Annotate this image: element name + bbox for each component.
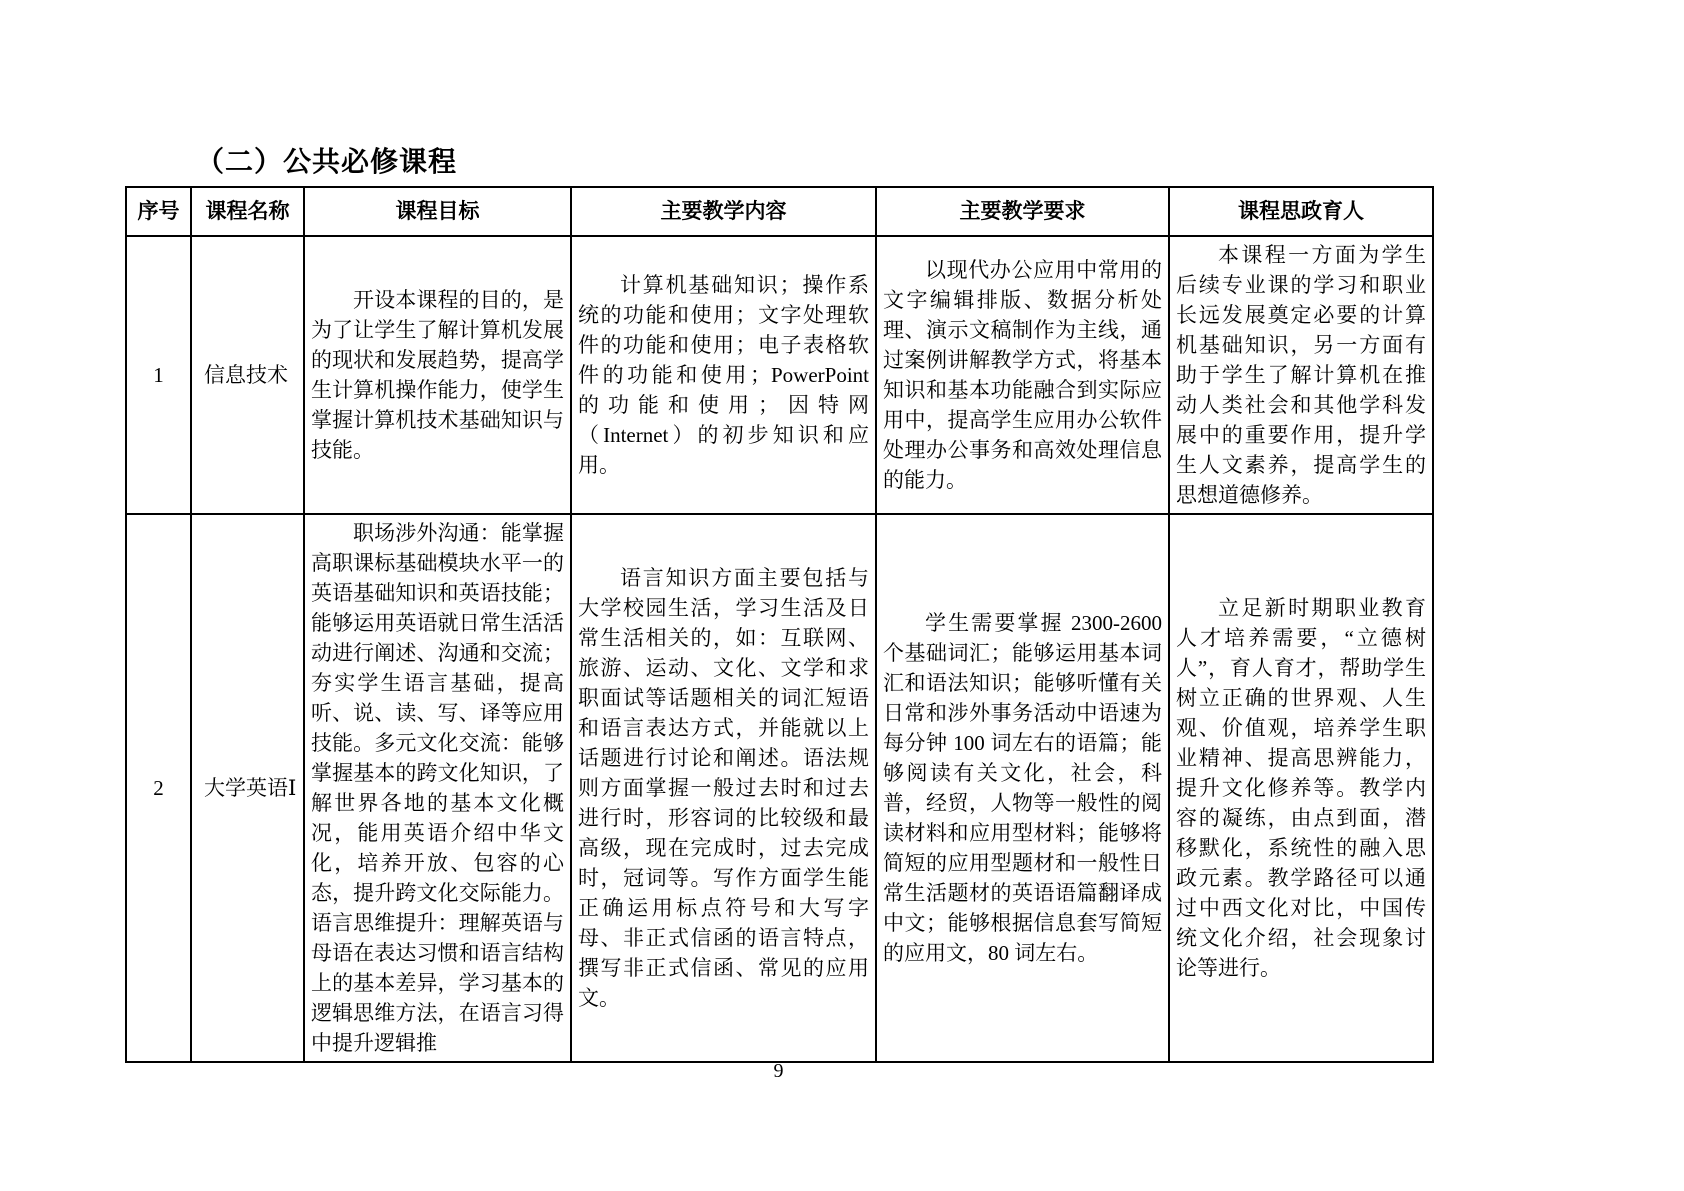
cell-ideology-text: 立足新时期职业教育人才培养需要，“立德树人”，育人育才，帮助学生树立正确的世界观、人生观、价值观，培养学生职业精神、提高思辨能力，提升文化修养等。教学内容的凝练，由点到面，潜移默化，系统性的融入思政元素。教学路径可以通过中西文化对比，中国传统文化介绍，社会现象讨论等进行。 (1176, 596, 1426, 981)
cell-content-text: 语言知识方面主要包括与大学校园生活，学习生活及日常生活相关的，如：互联网、旅游、运动、文化、文学和求职面试等话题相关的词汇短语和语言表达方式，并能就以上话题进行讨论和阐述。语法规则方面掌握一般过去时和过去进行时，形容词的比较级和最高级，现在完成时，过去完成时，冠词等。写作方面学生能正确运用标点符号和大写字母、非正式信函的语言特点，撰写非正式信函、常见的应用文。 (578, 566, 869, 1011)
cell-seq: 1 (126, 236, 191, 514)
cell-ideology-text: 本课程一方面为学生后续专业课的学习和职业长远发展奠定必要的计算机基础知识，另一方面有助于学生了解计算机在推动人类社会和其他学科发展中的重要作用，提升学生人文素养，提高学生的思想道德修养。 (1176, 243, 1426, 508)
cell-content (571, 514, 876, 1062)
cell-seq: 2 (126, 514, 191, 1062)
cell-ideology (1169, 236, 1433, 514)
cell-course-name: 大学英语Ⅰ (191, 514, 304, 1062)
column-header-seq: 序号 (126, 187, 191, 236)
cell-content (571, 236, 876, 514)
cell-objective (304, 236, 571, 514)
cell-course-name: 信息技术 (191, 236, 304, 514)
cell-objective (304, 514, 571, 1062)
column-header-objective: 课程目标 (304, 187, 571, 236)
cell-requirement-text: 以现代办公应用中常用的文字编辑排版、数据分析处理、演示文稿制作为主线，通过案例讲解教学方式，将基本知识和基本功能融合到实际应用中，提高学生应用办公软件处理办公事务和高效处理信息的能力。 (883, 258, 1162, 493)
cell-requirement-text: 学生需要掌握 2300-2600 个基础词汇；能够运用基本词汇和语法知识；能够听懂有关日常和涉外事务活动中语速为每分钟 100 词左右的语篇；能够阅读有关文化，社会，科普，经贸，人物等一般性的阅读材料和应用型材料；能够将简短的应用型题材和一般性日常生活题材的英语语篇翻译成中文；能够根据信息套写简短的应用文，80 词左右。 (883, 611, 1162, 966)
cell-objective-text: 开设本课程的目的，是为了让学生了解计算机发展的现状和发展趋势，提高学生计算机操作能力，使学生掌握计算机技术基础知识与技能。 (311, 288, 564, 463)
cell-objective-text: 职场涉外沟通：能掌握高职课标基础模块水平一的英语基础知识和英语技能；能够运用英语就日常生活活动进行阐述、沟通和交流；夯实学生语言基础，提高听、说、读、写、译等应用技能。多元文化交流：能够掌握基本的跨文化知识，了解世界各地的基本文化概况，能用英语介绍中华文化，培养开放、包容的心态，提升跨文化交际能力。语言思维提升：理解英语与母语在表达习惯和语言结构上的基本差异，学习基本的逻辑思维方法，在语言习得中提升逻辑推 (311, 521, 564, 1056)
column-header-requirement: 主要教学要求 (876, 187, 1169, 236)
column-header-ideology: 课程思政育人 (1169, 187, 1433, 236)
table-row (126, 514, 1433, 1062)
table-header-row (126, 187, 1433, 236)
cell-requirement (876, 514, 1169, 1062)
cell-content-text: 计算机基础知识；操作系统的功能和使用；文字处理软件的功能和使用；电子表格软件的功能和使用；PowerPoint 的功能和使用；因特网（Internet）的初步知识和应用。 (578, 273, 869, 478)
table-row (126, 236, 1433, 514)
page-number: 9 (773, 1060, 784, 1082)
column-header-course-name: 课程名称 (191, 187, 304, 236)
cell-requirement (876, 236, 1169, 514)
course-table (125, 186, 1434, 1063)
section-title: （二）公共必修课程 (196, 147, 458, 178)
column-header-content: 主要教学内容 (571, 187, 876, 236)
cell-ideology (1169, 514, 1433, 1062)
